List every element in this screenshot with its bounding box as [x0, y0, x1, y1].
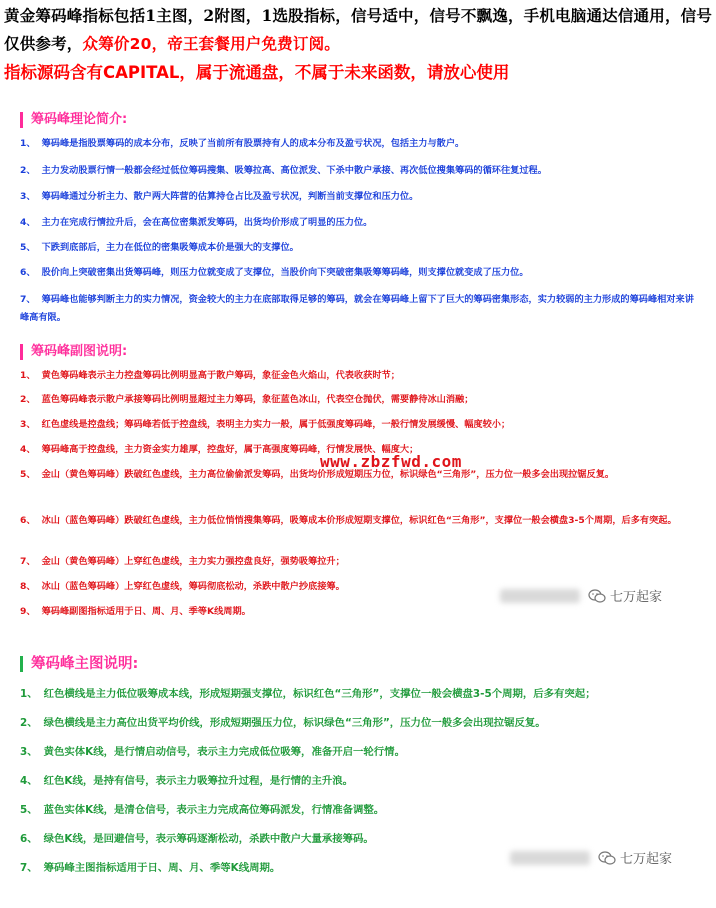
main-chart-item: 5、 蓝色实体K线，是清仓信号，表示主力完成高位筹码派发，行情准备调整。	[20, 804, 385, 816]
intro-text: 黄金筹码峰指标包括1主图，2附图，1选股指标，信号适中，信号不飘逸，手机电脑通达信通用，信号仅供参考，	[4, 6, 713, 53]
theory-item: 1、 筹码峰是指股票筹码的成本分布，反映了当前所有股票持有人的成本分布及盈亏状况，包括主力与散户。	[20, 138, 465, 149]
main-chart-item: 1、 红色横线是主力低位吸筹成本线，形成短期强支撑位，标识红色“三角形”，支撑位一般会横盘3-5个周期，后多有突起；	[20, 688, 596, 700]
sub-chart-item: 1、 黄色筹码峰表示主力控盘筹码比例明显高于散户筹码，象征金色火焰山，代表收获时节；	[20, 370, 400, 381]
sub-chart-item: 2、 蓝色筹码峰表示散户承接筹码比例明显超过主力筹码，象征蓝色冰山，代表空仓抛伏，需要静待冰山消融；	[20, 394, 474, 405]
main-chart-item: 3、 黄色实体K线，是行情启动信号，表示主力完成低位吸筹，准备开启一轮行情。	[20, 746, 405, 758]
sub-chart-item: 5、 金山（黄色筹码峰）跌破红色虚线，主力高位偷偷派发筹码，出货均价形成短期压力位，标识绿色“三角形”，压力位一般多会出现拉锯反复。	[20, 469, 615, 480]
sub-chart-item: 7、 金山（黄色筹码峰）上穿红色虚线，主力实力强控盘良好，强势吸筹拉升；	[20, 556, 345, 567]
theory-item: 5、 下跌到底部后，主力在低位的密集吸筹成本价是强大的支撑位。	[20, 242, 299, 253]
theory-item: 3、 筹码峰通过分析主力、散户两大阵营的估算持仓占比及盈亏状况，判断当前支撑位和压力位。	[20, 191, 419, 202]
theory-item: 7、 筹码峰也能够判断主力的实力情况，资金较大的主力在底部取得足够的筹码，就会在筹码峰上留下了巨大的筹码密集形态，实力较弱的主力形成的筹码峰相对来讲峰高有限。	[20, 294, 694, 323]
sub-chart-item: 8、 冰山（蓝色筹码峰）上穿红色虚线，筹码彻底松动，杀跌中散户抄底接筹。	[20, 581, 345, 592]
wechat-watermark-label: 七万起家	[610, 590, 663, 605]
wechat-watermark-label: 七万起家	[620, 852, 673, 867]
wechat-icon	[588, 589, 606, 603]
main-chart-item: 2、 绿色横线是主力高位出货平均价线，形成短期强压力位，标识绿色“三角形”，压力位一般多会出现拉锯反复。	[20, 717, 546, 729]
wechat-watermark	[500, 586, 662, 605]
main-chart-item: 7、 筹码峰主图指标适用于日、周、月、季等K线周期。	[20, 862, 281, 874]
sub-chart-item: 6、 冰山（蓝色筹码峰）跌破红色虚线，主力低位悄悄搜集筹码，吸筹成本价形成短期支撑位，标识红色“三角形”，支撑位一般会横盘3-5个周期，后多有突起。	[20, 515, 677, 526]
wechat-icon	[598, 851, 616, 865]
header-intro	[4, 2, 714, 58]
main-chart-item: 4、 红色K线，是持有信号，表示主力吸筹拉升过程，是行情的主升浪。	[20, 775, 354, 787]
theory-title: 筹码峰理论简介:	[20, 112, 127, 128]
theory-item: 2、 主力发动股票行情一般都会经过低位筹码搜集、吸筹拉高、高位派发、下杀中散户承接、再次低位搜集筹码的循环往复过程。	[20, 165, 547, 176]
header-source-note: 指标源码含有CAPITAL，属于流通盘，不属于未来函数，请放心使用	[4, 63, 510, 82]
sub-chart-title: 筹码峰副图说明:	[20, 344, 127, 360]
blurred-area	[510, 851, 590, 865]
blurred-area	[500, 589, 580, 603]
theory-item: 6、 股价向上突破密集出货筹码峰，则压力位就变成了支撑位，当股价向下突破密集吸筹筹码峰，则支撑位就变成了压力位。	[20, 267, 529, 278]
sub-chart-item: 9、 筹码峰副图指标适用于日、周、月、季等K线周期。	[20, 606, 251, 617]
main-chart-title: 筹码峰主图说明:	[20, 656, 138, 672]
header	[4, 2, 714, 86]
sub-chart-item: 4、 筹码峰高于控盘线，主力资金实力雄厚，控盘好，属于高强度筹码峰，行情发展快、幅度大；	[20, 444, 419, 455]
price-offer-text: 众筹价20，帝王套餐用户免费订阅。	[82, 35, 340, 53]
site-watermark: www.zbzfwd.com	[320, 452, 462, 471]
wechat-watermark	[510, 848, 672, 867]
theory-item: 4、 主力在完成行情拉升后，会在高位密集派发筹码，出货均价形成了明显的压力位。	[20, 217, 373, 228]
explanation-panel	[10, 104, 704, 634]
main-chart-item: 6、 绿色K线，是回避信号，表示筹码逐渐松动，杀跌中散户大量承接筹码。	[20, 833, 374, 845]
sub-chart-item: 3、 红色虚线是控盘线；筹码峰若低于控盘线，表明主力实力一般，属于低强度筹码峰，一般行情发展缓慢、幅度较小；	[20, 419, 511, 430]
